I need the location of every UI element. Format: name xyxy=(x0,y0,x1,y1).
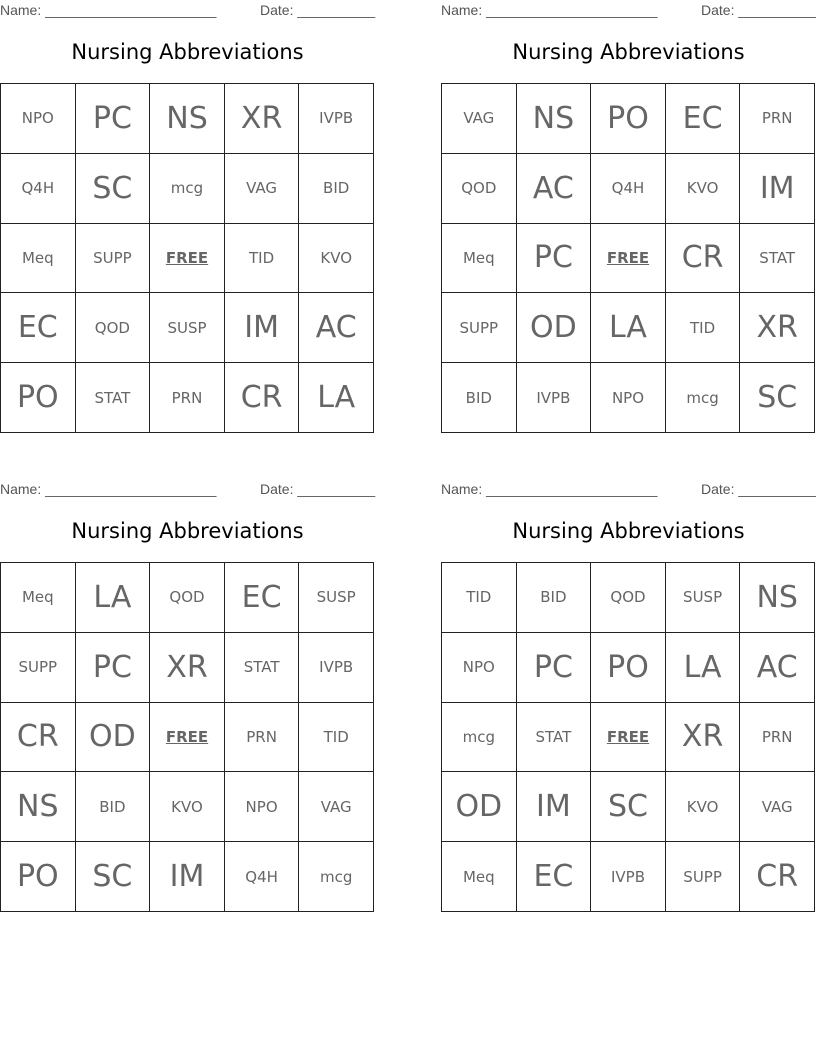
bingo-cell: Q4H xyxy=(591,154,666,224)
bingo-cell: KVO xyxy=(150,772,225,842)
date-field: Date: __________ xyxy=(701,2,816,18)
bingo-cell: IVPB xyxy=(299,633,374,703)
bingo-cell: NPO xyxy=(591,363,666,433)
bingo-cell: TID xyxy=(299,703,374,773)
bingo-cell: PO xyxy=(591,633,666,703)
bingo-cell: STAT xyxy=(517,703,592,773)
card-title: Nursing Abbreviations xyxy=(71,40,304,64)
bingo-cell: SUPP xyxy=(666,842,741,912)
bingo-cell: CR xyxy=(666,224,741,294)
bingo-cell: VAG xyxy=(442,84,517,154)
bingo-card-2 xyxy=(441,0,816,435)
bingo-cell: QOD xyxy=(150,563,225,633)
bingo-cell: SC xyxy=(591,772,666,842)
bingo-cell: AC xyxy=(517,154,592,224)
card-title: Nursing Abbreviations xyxy=(71,519,304,543)
name-field: Name: ______________________ xyxy=(441,481,658,497)
bingo-grid xyxy=(441,562,815,912)
bingo-cell: XR xyxy=(740,293,815,363)
bingo-cell: OD xyxy=(76,703,151,773)
card-title: Nursing Abbreviations xyxy=(512,40,745,64)
bingo-cell: XR xyxy=(666,703,741,773)
bingo-cell: VAG xyxy=(299,772,374,842)
bingo-cell: SUSP xyxy=(299,563,374,633)
bingo-cell: NPO xyxy=(1,84,76,154)
bingo-cell: KVO xyxy=(666,154,741,224)
bingo-card-1 xyxy=(0,0,375,435)
bingo-cell: Meq xyxy=(442,224,517,294)
bingo-cell: CR xyxy=(740,842,815,912)
date-field: Date: __________ xyxy=(260,2,376,18)
bingo-cell: EC xyxy=(225,563,300,633)
bingo-cell: PO xyxy=(591,84,666,154)
bingo-cell: OD xyxy=(442,772,517,842)
bingo-cell: PC xyxy=(517,633,592,703)
date-field: Date: __________ xyxy=(260,481,376,497)
bingo-cell: SUSP xyxy=(150,293,225,363)
bingo-cell: BID xyxy=(517,563,592,633)
bingo-cell: Q4H xyxy=(1,154,76,224)
bingo-cell: BID xyxy=(299,154,374,224)
bingo-cell: IM xyxy=(740,154,815,224)
bingo-cell: TID xyxy=(442,563,517,633)
name-field: Name: ______________________ xyxy=(441,2,658,18)
bingo-cell: IM xyxy=(150,842,225,912)
bingo-cell: CR xyxy=(225,363,300,433)
bingo-cell: IM xyxy=(517,772,592,842)
bingo-cell: QOD xyxy=(442,154,517,224)
bingo-grid xyxy=(0,83,374,433)
bingo-cell: NS xyxy=(740,563,815,633)
bingo-cell: EC xyxy=(517,842,592,912)
name-field: Name: ______________________ xyxy=(0,481,217,497)
card-header xyxy=(441,2,816,20)
bingo-cell: mcg xyxy=(666,363,741,433)
date-field: Date: __________ xyxy=(701,481,816,497)
bingo-cell: VAG xyxy=(225,154,300,224)
bingo-cell: AC xyxy=(740,633,815,703)
card-title: Nursing Abbreviations xyxy=(512,519,745,543)
bingo-cell: QOD xyxy=(76,293,151,363)
bingo-grid xyxy=(0,562,374,912)
bingo-cell: PC xyxy=(76,633,151,703)
bingo-cell: VAG xyxy=(740,772,815,842)
bingo-cell: PRN xyxy=(150,363,225,433)
bingo-cell: SUSP xyxy=(666,563,741,633)
bingo-cell: SC xyxy=(740,363,815,433)
bingo-cell: IVPB xyxy=(591,842,666,912)
free-space-cell: FREE xyxy=(591,224,666,294)
bingo-cell: LA xyxy=(299,363,374,433)
bingo-cell: PRN xyxy=(740,703,815,773)
bingo-cell: EC xyxy=(666,84,741,154)
bingo-cell: NPO xyxy=(442,633,517,703)
bingo-cell: AC xyxy=(299,293,374,363)
bingo-cell: SUPP xyxy=(442,293,517,363)
bingo-cell: SUPP xyxy=(76,224,151,294)
card-header xyxy=(441,481,816,499)
free-space-cell: FREE xyxy=(150,703,225,773)
bingo-cell: Q4H xyxy=(225,842,300,912)
bingo-cell: NS xyxy=(517,84,592,154)
name-field: Name: ______________________ xyxy=(0,2,217,18)
bingo-cell: NS xyxy=(150,84,225,154)
card-header xyxy=(0,481,375,499)
bingo-cell: PO xyxy=(1,842,76,912)
bingo-card-4 xyxy=(441,479,816,914)
bingo-cell: STAT xyxy=(225,633,300,703)
bingo-cell: KVO xyxy=(299,224,374,294)
bingo-cell: Meq xyxy=(442,842,517,912)
bingo-cell: LA xyxy=(666,633,741,703)
bingo-cell: Meq xyxy=(1,224,76,294)
bingo-cell: STAT xyxy=(76,363,151,433)
bingo-card-3 xyxy=(0,479,375,914)
bingo-cell: mcg xyxy=(150,154,225,224)
bingo-cell: OD xyxy=(517,293,592,363)
bingo-cell: NS xyxy=(1,772,76,842)
bingo-cell: Meq xyxy=(1,563,76,633)
bingo-cell: LA xyxy=(591,293,666,363)
bingo-cell: BID xyxy=(76,772,151,842)
bingo-cell: IVPB xyxy=(517,363,592,433)
bingo-cell: TID xyxy=(225,224,300,294)
bingo-cell: LA xyxy=(76,563,151,633)
bingo-cell: XR xyxy=(150,633,225,703)
bingo-cell: SC xyxy=(76,154,151,224)
bingo-cell: SUPP xyxy=(1,633,76,703)
bingo-cell: IM xyxy=(225,293,300,363)
bingo-cell: QOD xyxy=(591,563,666,633)
bingo-cell: TID xyxy=(666,293,741,363)
bingo-cell: PC xyxy=(76,84,151,154)
bingo-cell: PO xyxy=(1,363,76,433)
bingo-cell: PRN xyxy=(225,703,300,773)
bingo-grid xyxy=(441,83,815,433)
bingo-cell: EC xyxy=(1,293,76,363)
bingo-cell: IVPB xyxy=(299,84,374,154)
free-space-cell: FREE xyxy=(591,703,666,773)
bingo-cell: PRN xyxy=(740,84,815,154)
bingo-cell: mcg xyxy=(442,703,517,773)
bingo-cell: SC xyxy=(76,842,151,912)
bingo-cell: mcg xyxy=(299,842,374,912)
bingo-cell: BID xyxy=(442,363,517,433)
card-header xyxy=(0,2,375,20)
free-space-cell: FREE xyxy=(150,224,225,294)
bingo-cell: XR xyxy=(225,84,300,154)
bingo-cell: PC xyxy=(517,224,592,294)
bingo-cell: STAT xyxy=(740,224,815,294)
bingo-cell: NPO xyxy=(225,772,300,842)
bingo-cell: KVO xyxy=(666,772,741,842)
bingo-cell: CR xyxy=(1,703,76,773)
